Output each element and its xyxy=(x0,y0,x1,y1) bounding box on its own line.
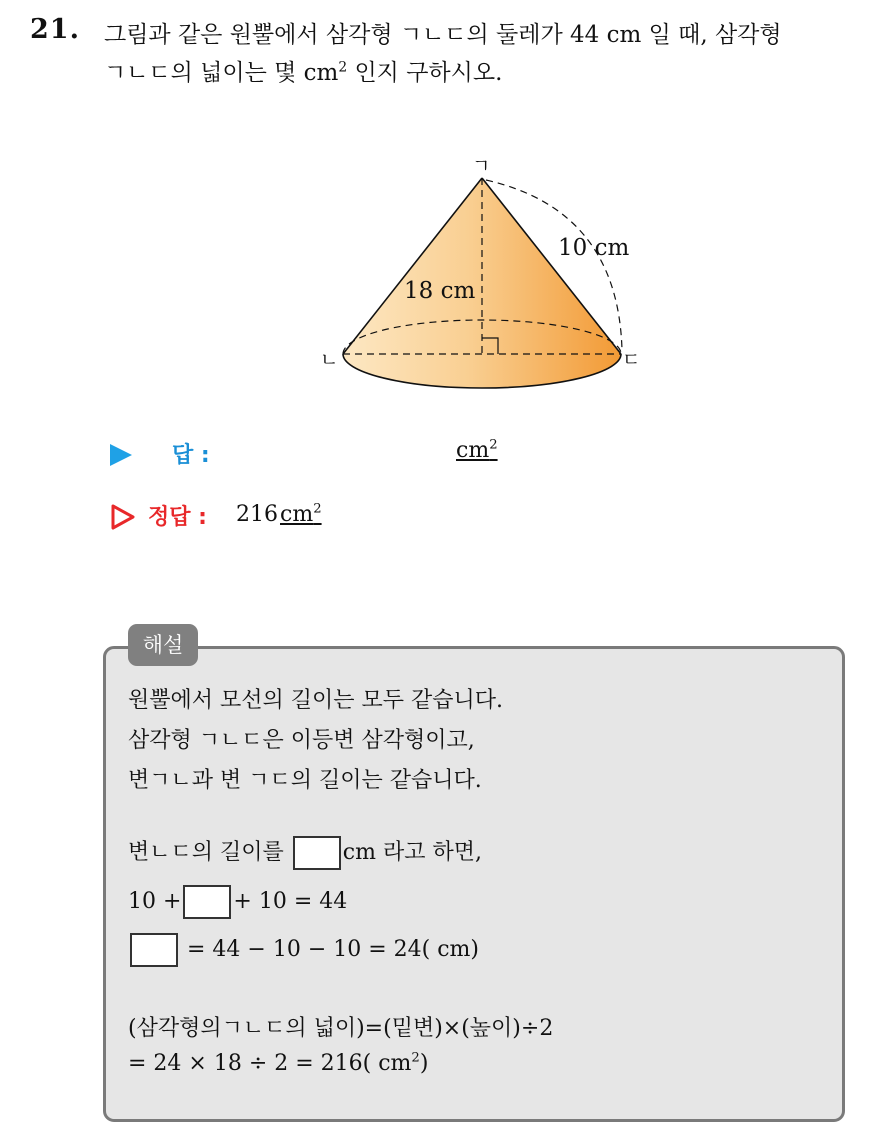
correct-answer-row xyxy=(110,500,530,536)
correct-answer-number: 216 xyxy=(236,502,278,527)
solution-line-2: 삼각형 ㄱㄴㄷ은 이등변 삼각형이고, xyxy=(128,728,475,753)
question-unit-exponent: 2 xyxy=(338,59,348,76)
answer-unit xyxy=(456,438,498,463)
answer-unit-text: cm xyxy=(456,438,490,463)
vertex-left-label: ㄴ xyxy=(320,349,339,371)
unknown-blank-box xyxy=(183,885,231,919)
cone-body xyxy=(343,178,621,388)
triangle-outline-icon xyxy=(110,504,136,530)
solution-line-8-pre: = 24 × 18 ÷ 2 = 216( cm xyxy=(128,1051,412,1076)
slant-length-label: 10 cm xyxy=(558,235,630,261)
solution-line-4-pre: 변ㄴㄷ의 길이를 xyxy=(128,840,284,865)
answer-label: 답 : xyxy=(172,443,210,468)
solution-box xyxy=(103,646,845,1122)
height-length-label: 18 cm xyxy=(404,278,476,304)
question-text-line2-pre: ㄱㄴㄷ의 넓이는 몇 cm xyxy=(104,60,339,86)
solution-line-1: 원뿔에서 모선의 길이는 모두 같습니다. xyxy=(128,688,503,713)
answer-unit-exponent: 2 xyxy=(489,437,498,453)
solution-line-5 xyxy=(128,885,347,919)
question-text-line2 xyxy=(104,54,502,87)
solution-line-6 xyxy=(128,933,479,967)
question-text-line2-post: 인지 구하시오. xyxy=(347,60,503,86)
correct-answer-value xyxy=(236,502,322,527)
answer-row xyxy=(110,438,530,474)
cone-figure xyxy=(300,150,660,400)
unknown-blank-box xyxy=(130,933,178,967)
solution-line-3: 변ㄱㄴ과 변 ㄱㄷ의 길이는 같습니다. xyxy=(128,768,482,793)
solution-line-4-post: cm 라고 하면, xyxy=(342,840,482,865)
vertex-top-label: ㄱ xyxy=(472,155,491,177)
solution-line-6-post: = 44 − 10 − 10 = 24( cm) xyxy=(187,937,480,962)
correct-answer-unit-exponent: 2 xyxy=(313,501,322,517)
solution-line-5-post: + 10 = 44 xyxy=(233,889,348,914)
question-number: 21. xyxy=(30,14,80,45)
solution-tag: 해설 xyxy=(128,624,198,666)
solution-line-5-pre: 10 + xyxy=(128,889,182,914)
play-icon xyxy=(110,444,132,466)
correct-answer-unit xyxy=(280,502,322,527)
solution-line-4 xyxy=(128,835,482,870)
correct-answer-unit-text: cm xyxy=(280,502,314,527)
question-text-line1: 그림과 같은 원뿔에서 삼각형 ㄱㄴㄷ의 둘레가 44 cm 일 때, 삼각형 xyxy=(104,22,782,48)
solution-line-8-exponent: 2 xyxy=(411,1050,420,1066)
correct-answer-label: 정답 : xyxy=(148,505,207,530)
unknown-blank-box xyxy=(293,836,341,870)
solution-line-8 xyxy=(128,1051,428,1076)
vertex-right-label: ㄷ xyxy=(622,349,641,371)
solution-line-8-post: ) xyxy=(419,1051,429,1076)
solution-line-7: (삼각형의ㄱㄴㄷ의 넓이)=(밑변)×(높이)÷2 xyxy=(128,1016,554,1041)
